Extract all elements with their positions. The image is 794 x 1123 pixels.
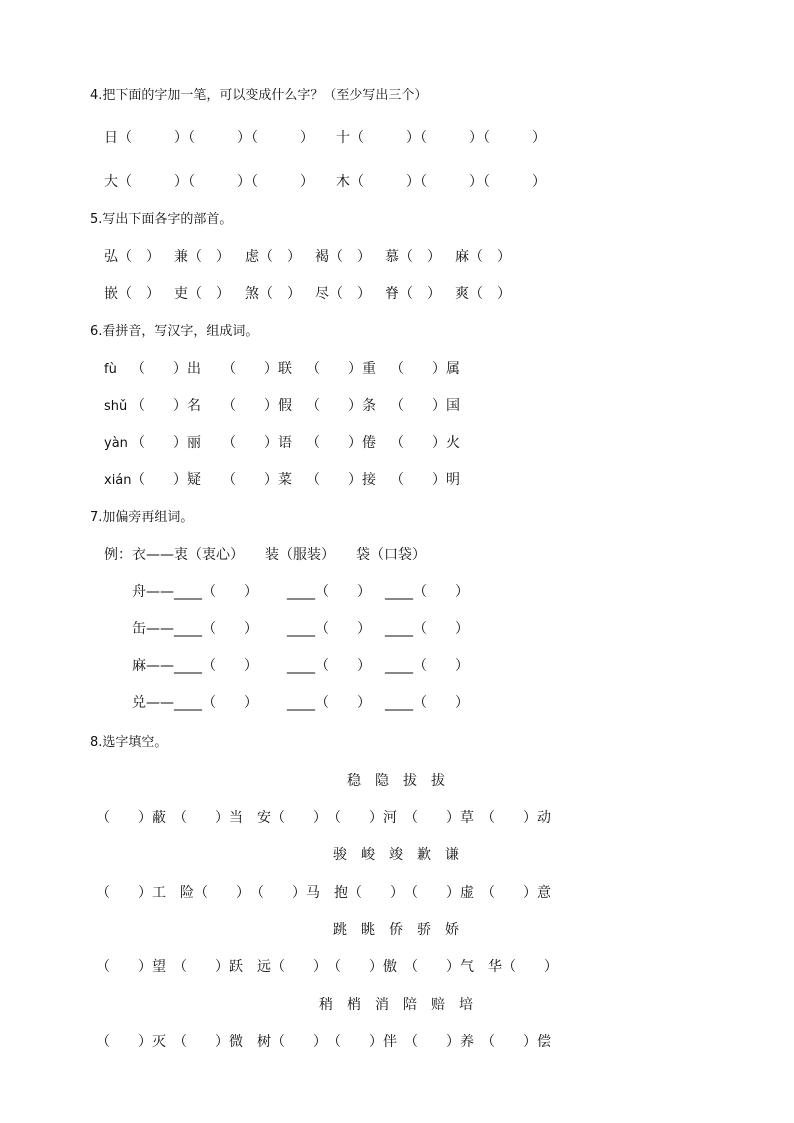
q6-item: （ ）菜	[222, 472, 292, 488]
q5-item: 慕（ ）	[385, 249, 441, 265]
q4-row2-right: 木（ ）（ ）（ ）	[336, 174, 546, 190]
q7-row-end: ____（ ）	[385, 621, 469, 637]
q8-choices: 稳 隐 拔 拔	[347, 773, 445, 789]
q7-row-base: 舟——____（ ）	[132, 584, 258, 600]
q5-item: 脊（ ）	[385, 286, 441, 302]
q5-item: 弘（ ）	[104, 249, 160, 265]
q7-row-base: 缶——____（ ）	[132, 621, 258, 637]
q7-row-mid: ____（ ）	[287, 695, 371, 711]
q7-example: 例：衣——衷（衷心） 装（服装） 袋（口袋）	[104, 547, 426, 563]
q8-line: （ ）望 （ ）跃 远（ ） （ ）傲 （ ）气 华（ ）	[96, 959, 558, 975]
q5-item: 煞（ ）	[245, 286, 301, 302]
q8-line: （ ）工 险（ ） （ ）马 抱（ ） （ ）虚 （ ）意	[96, 885, 551, 901]
q5-title: 5.写出下面各字的部首。	[90, 212, 233, 227]
q6-item: （ ）语	[222, 435, 292, 451]
q6-item: （ ）倦	[306, 435, 376, 451]
q5-item: 虑（ ）	[245, 249, 301, 265]
q5-item: 爽（ ）	[455, 286, 511, 302]
q7-row-base: 兑——____（ ）	[132, 695, 258, 711]
q6-item: （ ）明	[390, 472, 460, 488]
q4-row2-left: 大（ ）（ ）（ ）	[104, 174, 314, 190]
q5-item: 褐（ ）	[315, 249, 371, 265]
q6-pinyin: fù	[104, 362, 117, 377]
q8-line: （ ）灭 （ ）微 树（ ） （ ）伴 （ ）养 （ ）偿	[96, 1034, 551, 1050]
q6-item: （ ）条	[306, 398, 376, 414]
q7-row-end: ____（ ）	[385, 584, 469, 600]
q6-title: 6.看拼音，写汉字，组成词。	[90, 324, 259, 339]
q6-item: （ ）丽	[131, 435, 201, 451]
q6-item: （ ）重	[306, 361, 376, 377]
q6-item: （ ）火	[390, 435, 460, 451]
q6-pinyin: shǔ	[104, 399, 128, 414]
q7-row-base: 麻——____（ ）	[132, 658, 258, 674]
q6-pinyin: xián	[104, 473, 132, 488]
q7-row-mid: ____（ ）	[287, 621, 371, 637]
q6-pinyin: yàn	[104, 436, 128, 451]
q8-choices: 稍 梢 消 陪 赔 培	[319, 997, 473, 1013]
q6-item: （ ）疑	[131, 472, 201, 488]
q6-item: （ ）属	[390, 361, 460, 377]
q8-line: （ ）蔽 （ ）当 安（ ） （ ）河 （ ）草 （ ）动	[96, 810, 551, 826]
q5-item: 兼（ ）	[174, 249, 230, 265]
q8-choices: 骏 峻 竣 歉 谦	[333, 847, 459, 863]
q6-item: （ ）假	[222, 398, 292, 414]
q6-item: （ ）名	[131, 398, 201, 414]
q7-title: 7.加偏旁再组词。	[90, 510, 194, 525]
q6-item: （ ）接	[306, 472, 376, 488]
q6-item: （ ）联	[222, 361, 292, 377]
q8-choices: 跳 眺 侨 骄 娇	[333, 922, 459, 938]
q5-item: 麻（ ）	[455, 249, 511, 265]
q5-item: 吏（ ）	[174, 286, 230, 302]
q6-item: （ ）国	[390, 398, 460, 414]
q4-row1-right: 十（ ）（ ）（ ）	[336, 130, 546, 146]
q8-title: 8.选字填空。	[90, 735, 168, 750]
q6-item: （ ）出	[131, 361, 201, 377]
q5-item: 尽（ ）	[315, 286, 371, 302]
q4-row1-left: 日（ ）（ ）（ ）	[104, 130, 314, 146]
q4-title: 4.把下面的字加一笔，可以变成什么字？（至少写出三个）	[90, 88, 428, 103]
q7-row-end: ____（ ）	[385, 658, 469, 674]
q7-row-end: ____（ ）	[385, 695, 469, 711]
q7-row-mid: ____（ ）	[287, 658, 371, 674]
q7-row-mid: ____（ ）	[287, 584, 371, 600]
q5-item: 嵌（ ）	[104, 286, 160, 302]
